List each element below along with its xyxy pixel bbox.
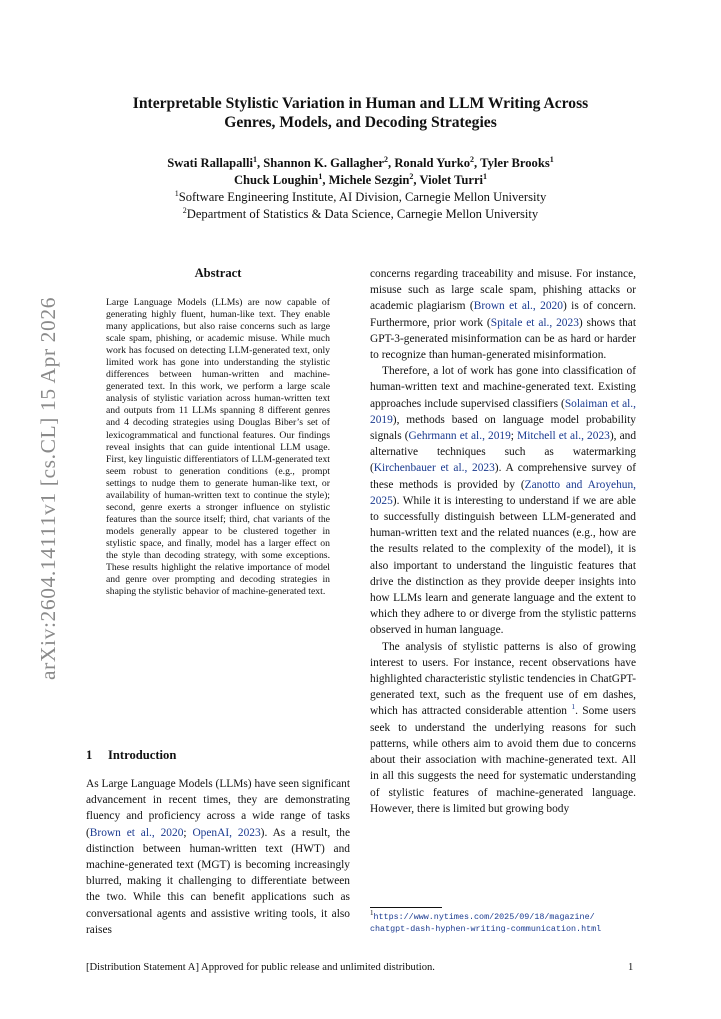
affiliation-2: [60, 206, 661, 223]
introduction-paragraph-1: [86, 776, 350, 938]
right-column: [370, 266, 636, 817]
paper-title: [60, 94, 661, 132]
body-text: ). As a result, the distinction between human-written text (HWT) and machine-generated text (MGT) is becoming increasingly blurred, making it challenging to differentiate between the two. While this can benefit applications such as conversational agents and assistive writing tools, it also raises: [86, 826, 351, 936]
author-list-line1: Swati Rallapalli$^1$, Shannon K. Gallagher$^2$, Ronald Yurko$^2$, Tyler Brooks$^1$: [167, 154, 554, 170]
footnote-url-line1[interactable]: https://www.nytimes.com/2025/09/18/magazine/: [373, 912, 595, 922]
body-text: concerns regarding traceability and misuse. For instance, misuse such as large scale spam, phishing attacks or academic plagiarism (: [370, 268, 636, 313]
citation-link[interactable]: OpenAI, 2023: [192, 826, 261, 839]
footnote-divider: [370, 907, 442, 908]
author-affiliation-mark: 1: [549, 154, 554, 164]
footnote-reference[interactable]: 1: [571, 702, 576, 712]
abstract-body: [106, 297, 330, 598]
paper-title-line2: Genres, Models, and Decoding Strategies: [224, 114, 497, 131]
arxiv-identifier-stamp: arXiv:2604.14111v1 [cs.CL] 15 Apr 2026: [36, 296, 60, 680]
citation-link[interactable]: Zanotto and Aroyehun, 2025: [370, 478, 637, 507]
author-affiliation-mark: 1: [318, 171, 323, 181]
citation-link[interactable]: Mitchell et al., 2023: [517, 430, 610, 443]
author-name: Chuck Loughin: [233, 173, 319, 187]
page-number: 1: [628, 962, 634, 973]
author-list-line2: Chuck Loughin$^1$, Michele Sezgin$^2$, Violet Turri$^1$: [233, 171, 488, 187]
section-title: Introduction: [108, 748, 177, 762]
body-text: ), methods based on language model probability signals (: [370, 413, 636, 443]
author-block: [60, 155, 661, 222]
footnote-url-line2[interactable]: chatgpt-dash-hyphen-writing-communication.html: [370, 923, 602, 934]
paragraph-classification: [370, 363, 636, 638]
body-text: . Some users seek to understand the underlying reasons for such patterns, while others aim to avoid them due to concerns about their association with machine-generated text. All in all this suggests the need for systematic understanding of stylistic features of machine-generated language. However, there is limited but growing body: [370, 705, 636, 815]
affiliation-mark: 2: [182, 205, 187, 215]
body-text: ) shows that GPT-3-generated misinformation can be as hard or harder to recognize than human-generated misinformation.: [370, 316, 636, 362]
body-text: ) is of concern. Furthermore, prior work (: [370, 300, 636, 329]
abstract-heading: Abstract: [194, 266, 242, 280]
body-text: The analysis of stylistic patterns is also of growing interest to users. For instance, recent observations have highlighted characteristic stylistic tendencies in ChatGPT-generated text, such as the frequent use of em dashes, which has attracted considerable attention: [370, 640, 636, 718]
author-affiliation-mark: 1: [483, 171, 488, 181]
section-heading-introduction: [86, 748, 176, 763]
body-text: ;: [183, 826, 193, 839]
footnote: [370, 909, 660, 935]
citation-link[interactable]: Solaiman et al., 2019: [370, 397, 636, 426]
author-name: Tyler Brooks: [480, 156, 550, 170]
author-affiliation-mark: 2: [470, 154, 475, 164]
section-number: 1: [86, 748, 93, 762]
affiliation-1: [60, 189, 661, 206]
citation-link[interactable]: Spitale et al., 2023: [490, 316, 579, 329]
author-name: Swati Rallapalli: [167, 156, 253, 170]
author-name: Shannon K. Gallagher: [263, 156, 385, 170]
body-text: Therefore, a lot of work has gone into classification of human-written text and machine-generated text. Existing approaches include supervised classifiers (: [370, 365, 636, 410]
affiliation-text: Software Engineering Institute, AI Division, Carnegie Mellon University: [178, 190, 547, 204]
body-text: ), and alternative techniques such as watermarking (: [370, 430, 637, 475]
body-text: As Large Language Models (LLMs) have seen significant advancement in recent times, they are demonstrating fluency and proficiency across a wide range of tasks (: [86, 778, 350, 839]
author-affiliation-mark: 1: [252, 154, 257, 164]
paragraph-stylistic-patterns: [370, 639, 636, 817]
citation-link[interactable]: Kirchenbauer et al., 2023: [373, 462, 495, 475]
author-name: Violet Turri: [419, 173, 484, 187]
abstract-text: Large Language Models (LLMs) are now capable of generating highly fluent, human-like text. They enable many applications, but also raise concerns such as large scale spam, phishing, or academic misuse. While much work has focused on detecting LLM-generated text, only limited work has gone into understanding the stylistic differences between human-written and machine-generated text. In this work, we perform a large scale analysis of stylistic variation across human-written text and outputs from 11 LLMs spanning 8 different genres and 4 decoding strategies using Douglas Biber’s set of lexicogrammatical and functional features. Our findings reveal insights that can guide intentional LLM usage. First, key linguistic differentiators of LLM-generated text seem robust to generation conditions (e.g., prompt settings to nudge them to generate human-like text, or availability of human-written text to continue the style); second, genre exerts a stronger influence on stylistic features than the source itself; third, chat variants of the models generally appear to be clustered together in stylistic space, and finally, model has a larger effect on the style than decoding strategy, with some exceptions. These results highlight the relative importance of model and genre over prompting and decoding strategies in shaping the stylistic behavior of machine-generated text.: [106, 297, 330, 598]
body-text: ). While it is interesting to understand if we are able to successfully distinguish between LLM-generated and human-written text and the related nuances (e.g., how are the results related to the complexity of the model), it is also important to understand the linguistic features that drive the distinction as they provide deeper insights into how LLMs learn and generate language and the extent to which they adhere to or diverge from the stylistic patterns observed in human language.: [370, 494, 636, 637]
distribution-statement: [Distribution Statement A] Approved for public release and unlimited distribution.: [86, 962, 435, 973]
paper-title-line1: Interpretable Stylistic Variation in Human and LLM Writing Across: [132, 95, 589, 112]
affiliation-mark: 1: [174, 188, 179, 198]
citation-link[interactable]: Brown et al., 2020: [473, 300, 563, 313]
footnote-mark: 1: [370, 909, 374, 918]
paragraph-misuse: [370, 266, 636, 363]
author-name: Ronald Yurko: [394, 156, 471, 170]
author-name: Michele Sezgin: [328, 173, 410, 187]
body-text: ). A comprehensive survey of these methods is provided by (: [370, 462, 636, 491]
citation-link[interactable]: Gehrmann et al., 2019: [408, 430, 511, 443]
body-text: ;: [510, 430, 518, 443]
author-affiliation-mark: 2: [409, 171, 414, 181]
affiliation-text: Department of Statistics & Data Science, Carnegie Mellon University: [186, 206, 539, 221]
author-affiliation-mark: 2: [384, 154, 389, 164]
citation-link[interactable]: Brown et al., 2020: [89, 826, 184, 839]
